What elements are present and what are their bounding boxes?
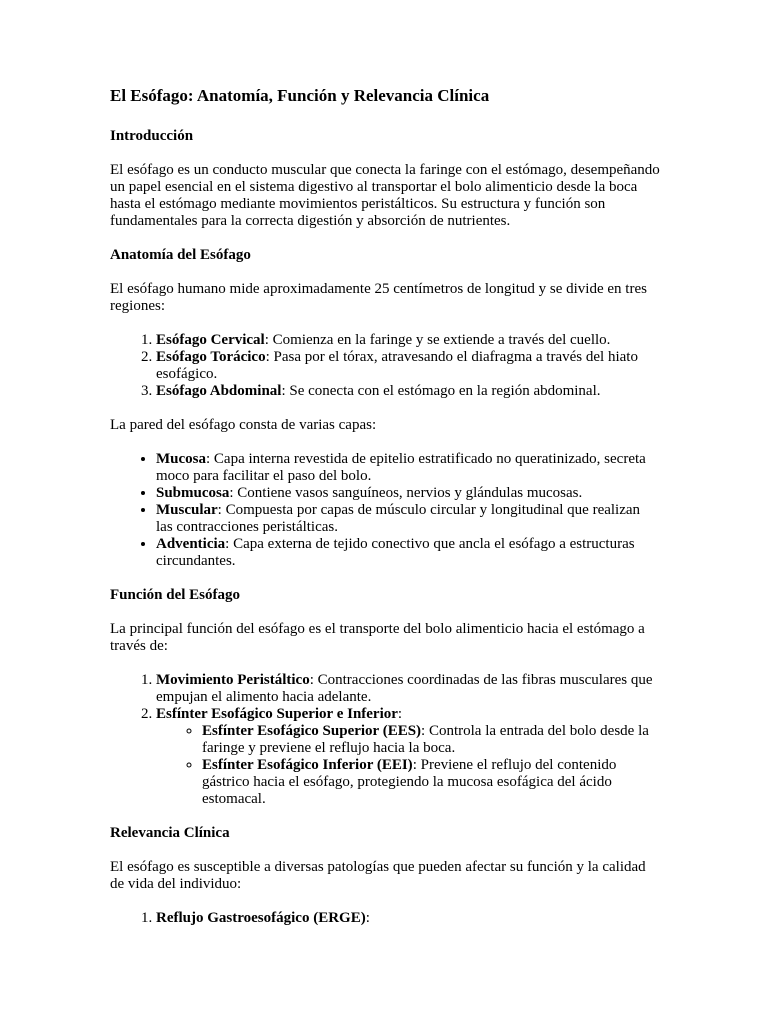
term: Muscular <box>156 502 218 518</box>
list-item <box>156 706 660 808</box>
list-item <box>156 672 660 706</box>
function-paragraph: La principal función del esófago es el transporte del bolo alimenticio hacia el estómago a través de: <box>110 621 645 654</box>
definition: : Previene el reflujo del contenido gástrico hacia el esófago, protegiendo la mucosa esofágica del ácido estomacal. <box>202 757 617 807</box>
anatomy-paragraph: El esófago humano mide aproximadamente 25 centímetros de longitud y se divide en tres regiones: <box>110 281 647 314</box>
definition: : Contiene vasos sanguíneos, nervios y glándulas mucosas. <box>229 485 583 501</box>
term: Submucosa <box>156 485 230 501</box>
term: Adventicia <box>156 536 226 552</box>
list-item <box>202 723 660 757</box>
term: Esófago Abdominal <box>156 383 282 399</box>
term: Esfínter Esofágico Superior e Inferior <box>156 706 398 722</box>
layers-paragraph: La pared del esófago consta de varias capas: <box>110 417 377 433</box>
list-item <box>156 536 660 570</box>
term: Esfínter Esofágico Inferior (EEI) <box>202 757 413 773</box>
list-item <box>156 910 660 927</box>
intro-paragraph: El esófago es un conducto muscular que conecta la faringe con el estómago, desempeñando un papel esencial en el sistema digestivo al transportar el bolo alimenticio desde la boca hasta el estómago mediante movimientos peristálticos. Su estructura y función son fundamentales para la correcta digestión y absorción de nutrientes. <box>110 162 660 229</box>
definition: : Pasa por el tórax, atravesando el diafragma a través del hiato esofágico. <box>156 349 638 382</box>
term: Esfínter Esofágico Superior (EES) <box>202 723 422 739</box>
clinical-heading: Relevancia Clínica <box>110 825 230 841</box>
function-list <box>110 672 660 808</box>
list-item <box>202 757 660 808</box>
list-item <box>156 383 660 400</box>
definition: : Capa externa de tejido conectivo que ancla el esófago a estructuras circundantes. <box>156 536 635 569</box>
definition: : Controla la entrada del bolo desde la faringe y previene el reflujo hacia la boca. <box>202 723 649 756</box>
function-heading: Función del Esófago <box>110 587 241 603</box>
term: Reflujo Gastroesofágico (ERGE) <box>156 910 366 926</box>
definition: : Compuesta por capas de músculo circular y longitudinal que realizan las contracciones peristálticas. <box>156 502 641 535</box>
anatomy-regions-list <box>110 332 660 400</box>
document-title: El Esófago: Anatomía, Función y Relevancia Clínica <box>110 86 490 105</box>
list-item <box>156 451 660 485</box>
term: Mucosa <box>156 451 206 467</box>
term: Esófago Torácico <box>156 349 266 365</box>
clinical-paragraph: El esófago es susceptible a diversas patologías que pueden afectar su función y la calidad de vida del individuo: <box>110 859 646 892</box>
clinical-list <box>110 910 660 927</box>
definition: : Comienza en la faringe y se extiende a través del cuello. <box>264 332 611 348</box>
term: Movimiento Peristáltico <box>156 672 310 688</box>
definition: : Capa interna revestida de epitelio estratificado no queratinizado, secreta moco para facilitar el paso del bolo. <box>156 451 646 484</box>
definition: : Se conecta con el estómago en la región abdominal. <box>281 383 601 399</box>
list-item <box>156 502 660 536</box>
intro-heading: Introducción <box>110 128 194 144</box>
anatomy-heading: Anatomía del Esófago <box>110 247 251 263</box>
sphincter-list <box>156 723 660 808</box>
list-item <box>156 485 660 502</box>
document-body <box>110 86 660 944</box>
definition: : Contracciones coordinadas de las fibras musculares que empujan el alimento hacia adelante. <box>156 672 653 705</box>
list-item <box>156 349 660 383</box>
definition: : <box>365 910 370 926</box>
term: Esófago Cervical <box>156 332 265 348</box>
layers-list <box>110 451 660 570</box>
definition: : <box>397 706 403 722</box>
list-item <box>156 332 660 349</box>
